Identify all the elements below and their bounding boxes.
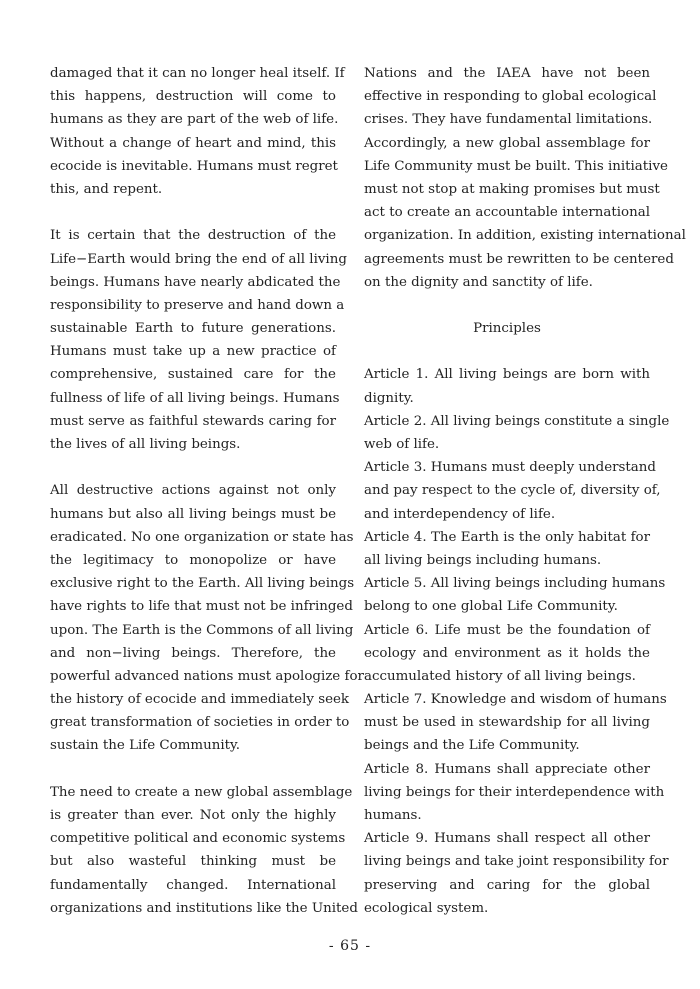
- text-line: Without a change of heart and mind, this: [50, 135, 336, 151]
- text-line: all living beings including humans.: [364, 552, 602, 568]
- text-line: competitive political and economic systems: [50, 831, 346, 847]
- text-line: beings and the Life Community.: [364, 738, 580, 754]
- section-heading: Principles: [473, 321, 541, 337]
- text-line: beings. Humans have nearly abdicated the: [50, 274, 341, 290]
- text-line: living beings for their interdependence with: [364, 784, 665, 800]
- text-line: web of life.: [364, 437, 440, 452]
- text-line: sustain the Life Community.: [50, 738, 241, 754]
- text-line: damaged that it can no longer heal itself. If: [50, 66, 345, 81]
- text-line: sustainable Earth to future generations.: [50, 321, 336, 337]
- text-line: Article 4. The Earth is the only habitat for: [364, 529, 650, 545]
- text-line: humans but also all living beings must be: [50, 506, 336, 522]
- text-line: but also wasteful thinking must be: [50, 854, 336, 870]
- text-line: humans.: [364, 808, 422, 823]
- text-line: Accordingly, a new global assemblage for: [364, 135, 650, 151]
- paragraph-gap: [364, 294, 650, 317]
- text-line: Article 6. Life must be the foundation of: [364, 622, 650, 638]
- text-line: Article 1. All living beings are born with: [364, 367, 650, 383]
- text-line: must not stop at making promises but must: [364, 181, 660, 197]
- text-line: Life Community must be built. This initiative: [364, 158, 668, 174]
- text-line: upon. The Earth is the Commons of all living: [50, 622, 354, 638]
- text-line: fullness of life of all living beings. Humans: [50, 390, 340, 406]
- text-line: Article 8. Humans shall appreciate other: [364, 761, 650, 777]
- text-line: great transformation of societies in order to: [50, 715, 350, 731]
- text-line: Life−Earth would bring the end of all living: [50, 251, 347, 267]
- text-line: ecology and environment as it holds the: [364, 645, 650, 661]
- text-line: belong to one global Life Community.: [364, 599, 618, 615]
- text-line: comprehensive, sustained care for the: [50, 367, 336, 383]
- text-line: fundamentally changed. International: [50, 877, 336, 893]
- text-line: humans as they are part of the web of life.: [50, 112, 339, 128]
- text-line: Article 7. Knowledge and wisdom of humans: [364, 692, 667, 708]
- text-line: responsibility to preserve and hand down a: [50, 297, 345, 313]
- text-line: the lives of all living beings.: [50, 437, 241, 452]
- text-line: act to create an accountable international: [364, 205, 650, 221]
- text-line: and pay respect to the cycle of, diversity of,: [364, 483, 661, 499]
- paragraph-gap: [50, 201, 336, 224]
- text-line: It is certain that the destruction of the: [50, 228, 336, 244]
- text-line: Article 3. Humans must deeply understand: [364, 460, 656, 476]
- text-line: is greater than ever. Not only the highly: [50, 808, 336, 823]
- text-line: Article 5. All living beings including humans: [364, 576, 666, 592]
- text-line: All destructive actions against not only: [50, 483, 336, 499]
- text-line: ecological system.: [364, 900, 489, 916]
- text-line: organization. In addition, existing international: [364, 228, 686, 244]
- text-line: this happens, destruction will come to: [50, 89, 336, 105]
- text-line: and interdependency of life.: [364, 506, 556, 522]
- text-line: must serve as faithful stewards caring for: [50, 413, 336, 429]
- text-line: Humans must take up a new practice of: [50, 344, 336, 360]
- text-line: exclusive right to the Earth. All living beings: [50, 576, 355, 592]
- page-number: - 65 -: [328, 938, 372, 954]
- paragraph-gap: [50, 456, 336, 479]
- text-line: living beings and take joint responsibility for: [364, 854, 669, 870]
- text-line: the history of ecocide and immediately seek: [50, 692, 350, 708]
- text-line: powerful advanced nations must apologize for: [50, 668, 364, 684]
- right-column: [364, 62, 686, 920]
- text-line: agreements must be rewritten to be centered: [364, 251, 674, 267]
- text-line: preserving and caring for the global: [364, 877, 650, 893]
- text-line: eradicated. No one organization or state has: [50, 529, 354, 545]
- text-line: Article 2. All living beings constitute a single: [364, 413, 670, 429]
- text-line: and non−living beings. Therefore, the: [50, 645, 336, 661]
- text-line: the legitimacy to monopolize or have: [50, 552, 336, 568]
- text-line: organizations and institutions like the United: [50, 900, 358, 916]
- text-line: have rights to life that must not be infringed: [50, 599, 353, 615]
- text-line: effective in responding to global ecological: [364, 89, 657, 105]
- text-line: crises. They have fundamental limitations.: [364, 112, 653, 128]
- text-line: The need to create a new global assemblage: [50, 784, 353, 800]
- text-line: dignity.: [364, 390, 414, 406]
- text-line: ecocide is inevitable. Humans must regret: [50, 158, 338, 174]
- text-line: must be used in stewardship for all living: [364, 715, 650, 731]
- paragraph-gap: [50, 758, 336, 781]
- text-line: on the dignity and sanctity of life.: [364, 274, 593, 290]
- left-column: [50, 62, 364, 920]
- text-line: Nations and the IAEA have not been: [364, 66, 650, 81]
- text-line: accumulated history of all living beings.: [364, 668, 636, 684]
- text-line: Article 9. Humans shall respect all other: [364, 831, 650, 847]
- paragraph-gap: [364, 340, 650, 363]
- text-line: this, and repent.: [50, 181, 163, 197]
